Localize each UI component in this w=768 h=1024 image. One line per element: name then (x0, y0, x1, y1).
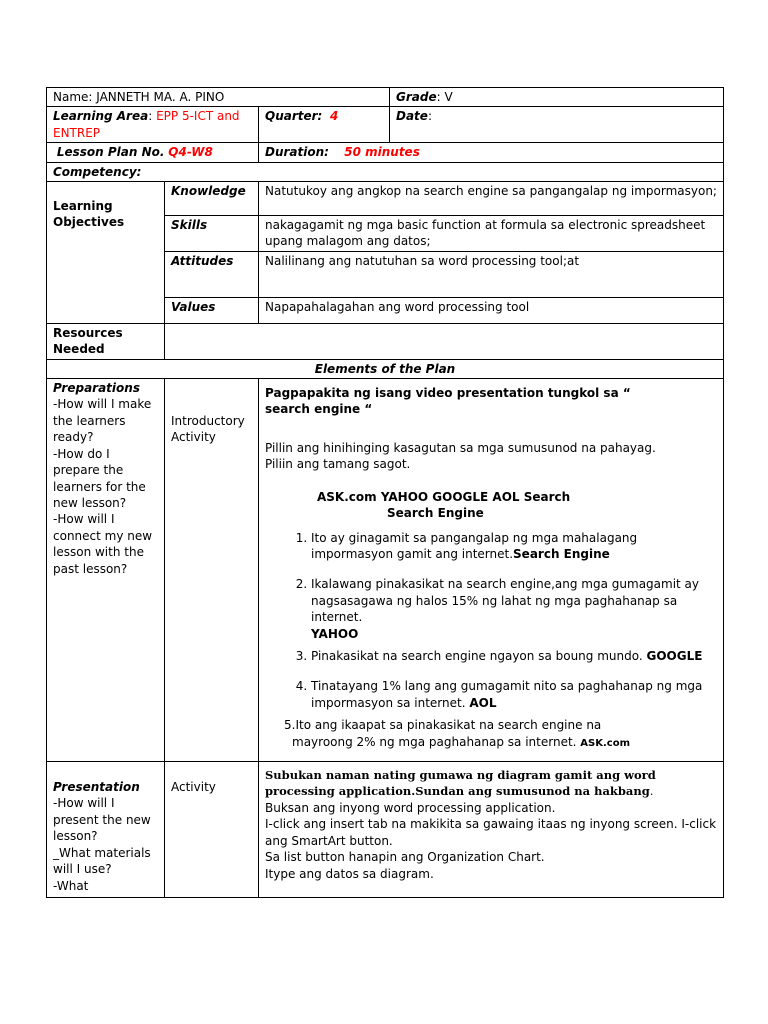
objective-category-knowledge (165, 182, 259, 216)
date-cell (390, 107, 724, 143)
question-5-line-1: 5.Ito ang ikaapat sa pinakasikat na search engine na (284, 718, 602, 733)
objective-category-skills (165, 216, 259, 252)
intro-activity-label-cell (165, 379, 259, 762)
elements-heading-row (47, 359, 724, 378)
name-cell (47, 88, 390, 107)
intro-activity-content-cell (259, 379, 724, 762)
competency-label: Competency: (53, 164, 142, 179)
learning-area-sep: : (148, 109, 157, 124)
objective-text-values (259, 297, 724, 323)
activity-step: I-click ang insert tab na makikita sa gawaing itaas ng inyong screen. I-click ang SmartArt button. (265, 817, 717, 848)
resources-label-cell (47, 323, 165, 359)
grade-value: : V (436, 90, 453, 104)
activity-heading-end: . (649, 784, 654, 799)
lesson-plan-value: Q4-W8 (168, 145, 213, 160)
learning-area-label: Learning Area (53, 109, 149, 124)
question-5-line-2: mayroong 2% ng mga paghahanap sa internet. (292, 734, 581, 749)
question-answer: YAHOO (311, 626, 359, 641)
preparations-cell (47, 379, 165, 762)
question-item (311, 648, 717, 664)
values-label: Values (171, 299, 216, 314)
preparations-row (47, 379, 724, 762)
name-label: Name: (53, 90, 97, 104)
duration-label: Duration: (265, 145, 329, 160)
competency-row (47, 162, 724, 181)
grade-label: Grade (396, 90, 437, 104)
activity-label: Activity (171, 780, 216, 795)
lesson-plan-table (46, 87, 724, 898)
lesson-plan-cell (47, 143, 259, 162)
choices-line-1: ASK.com YAHOO GOOGLE AOL Search (317, 489, 571, 504)
activity-label-cell (165, 762, 259, 898)
resources-label: Resources Needed (53, 325, 123, 357)
objective-row-knowledge (47, 182, 724, 216)
presentation-row (47, 762, 724, 898)
question-text: Ikalawang pinakasikat na search engine,ang mga gumagamit ay nagsasagawa ng halos 15% ng lahat ng mga paghahanap sa internet. (311, 577, 700, 625)
activity-step: Itype ang datos sa diagram. (265, 866, 434, 881)
instructions-line-1: Pillin ang hinihinging kasagutan sa mga sumusunod na pahayag. (265, 440, 656, 455)
elements-heading-cell (47, 359, 724, 378)
knowledge-label: Knowledge (171, 184, 246, 199)
activity-heading-2: processing application.Sundan ang sumusunod na hakbang (265, 784, 650, 799)
quarter-label: Quarter: (265, 109, 323, 124)
activity-step: Buksan ang inyong word processing application. (265, 800, 556, 815)
knowledge-text: Natutukoy ang angkop na search engine sa pangangalap ng impormasyon; (265, 184, 717, 199)
learning-area-row (47, 107, 724, 143)
name-row (47, 88, 724, 107)
objective-text-attitudes (259, 251, 724, 297)
attitudes-text: Nalilinang ang natutuhan sa word processing tool;at (265, 253, 580, 268)
objective-category-values (165, 297, 259, 323)
question-item (311, 678, 717, 711)
date-sep: : (427, 109, 432, 124)
lesson-plan-label: Lesson Plan No. (56, 145, 165, 160)
objective-text-skills (259, 216, 724, 252)
quarter-value: 4 (330, 109, 339, 124)
question-list (265, 530, 717, 712)
prep-prompt: -How will I make the learners ready? (53, 397, 152, 445)
question-5-answer: ASK.com (580, 737, 631, 749)
date-label: Date (396, 109, 428, 124)
learning-objectives-label: Learning Objectives (53, 199, 125, 230)
preparations-title: Preparations (53, 381, 140, 396)
grade-cell (390, 88, 724, 107)
activity-step: Sa list button hanapin ang Organization Chart. (265, 850, 545, 865)
question-item (311, 530, 717, 563)
question-item (311, 576, 717, 642)
question-answer: AOL (469, 695, 497, 710)
duration-cell (259, 143, 724, 162)
presentation-prompt: -How will I present the new lesson? (53, 796, 151, 844)
prep-prompt: -How do I prepare the learners for the new lesson? (53, 446, 146, 510)
skills-label: Skills (171, 218, 208, 233)
attitudes-label: Attitudes (171, 253, 234, 268)
question-text: Pinakasikat na search engine ngayon sa boung mundo. (311, 648, 647, 663)
learning-objectives-cell (47, 182, 165, 324)
question-answer: Search Engine (513, 546, 610, 561)
teacher-name: JANNETH MA. A. PINO (96, 90, 225, 104)
lesson-plan-row (47, 143, 724, 162)
prep-prompt: -How will I connect my new lesson with the past lesson? (53, 512, 153, 576)
presentation-cell (47, 762, 165, 898)
activity-heading-1: Subukan naman nating gumawa ng diagram gamit ang word (265, 768, 656, 783)
intro-line-1: Pagpapakita ng isang video presentation tungkol sa “ (265, 386, 631, 401)
intro-line-2: search engine “ (265, 402, 373, 417)
elements-heading: Elements of the Plan (314, 361, 456, 376)
duration-value: 50 minutes (344, 145, 420, 160)
learning-area-value: EPP 5-ICT and ENTREP (53, 109, 240, 140)
instructions-line-2: Piliin ang tamang sagot. (265, 457, 411, 472)
learning-area-cell (47, 107, 259, 143)
objective-category-attitudes (165, 251, 259, 297)
question-answer: GOOGLE (646, 648, 703, 663)
competency-cell (47, 162, 724, 181)
intro-activity-label: Introductory Activity (171, 414, 245, 445)
choices-line-2: Search Engine (387, 506, 484, 521)
values-text: Napapahalagahan ang word processing tool (265, 299, 530, 314)
presentation-prompt: -What (53, 878, 89, 893)
skills-text: nakagagamit ng mga basic function at formula sa electronic spreadsheet upang malagom ang datos; (265, 218, 706, 249)
quarter-cell (259, 107, 390, 143)
question-text: Ito ay ginagamit sa pangangalap ng mga mahalagang impormasyon gamit ang internet. (311, 530, 638, 561)
activity-content-cell (259, 762, 724, 898)
presentation-prompt: _What materials will I use? (53, 845, 151, 877)
resources-value-cell (165, 323, 724, 359)
objective-text-knowledge (259, 182, 724, 216)
presentation-title: Presentation (53, 780, 140, 795)
question-text: Tinatayang 1% lang ang gumagamit nito sa paghahanap ng mga impormasyon sa internet. (311, 679, 703, 710)
resources-row (47, 323, 724, 359)
